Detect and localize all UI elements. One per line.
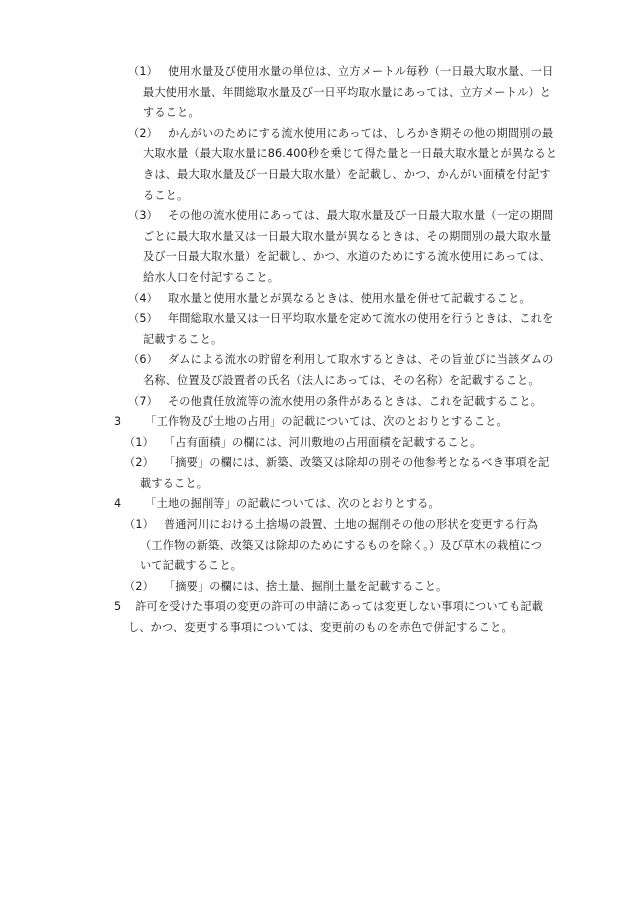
text-line <box>0 597 630 618</box>
list-item <box>0 309 630 350</box>
list-item <box>0 289 630 310</box>
section-number: 5 <box>114 600 122 614</box>
section-item <box>0 494 630 515</box>
item-text: 「摘要」の欄には、新築、改築又は除却の別その他参考となるべき事項を記 <box>163 456 550 470</box>
item-text: その他責任放流等の流水使用の条件があるときは、これを記載すること。 <box>167 394 543 408</box>
section-text: 「土地の掘削等」の記載については、次のとおりとする。 <box>145 497 440 511</box>
text-line: 名称、位置及び設置者の氏名（法人にあっては、その名称）を記載すること。 <box>143 373 540 387</box>
list-item <box>0 206 630 288</box>
item-number: （5） <box>128 312 158 326</box>
item-text: 取水量と使用水量とが異なるときは、使用水量を併せて記載すること。 <box>167 291 531 305</box>
text-line <box>0 453 630 474</box>
text-line <box>0 350 630 371</box>
item-text: 「摘要」の欄には、捨土量、掘削土量を記載すること。 <box>163 579 448 593</box>
text-line <box>0 124 630 145</box>
list-item <box>0 577 630 598</box>
text-line <box>0 433 630 454</box>
text-line <box>0 62 630 83</box>
item-text: その他の流水使用にあっては、最大取水量及び一日最大取水量（一定の期間 <box>167 209 554 223</box>
item-text: 普通河川における土捨場の設置、土地の掘削その他の形状を変更する行為 <box>163 518 539 532</box>
section-item <box>0 412 630 433</box>
item-number: （4） <box>128 291 158 305</box>
text-line: 給水人口を付記すること。 <box>143 270 280 284</box>
text-line: し、かつ、変更する事項については、変更前のものを赤色で併記すること。 <box>128 621 513 635</box>
text-line: ごとに最大取水量又は一日最大取水量が異なるときは、その期間別の最大取水量 <box>143 229 552 243</box>
item-number: （2） <box>124 579 154 593</box>
item-number: （1） <box>124 435 154 449</box>
text-line <box>0 392 630 413</box>
document-body <box>0 62 630 639</box>
text-line: いて記載すること。 <box>140 559 243 573</box>
item-text: 「占有面積」の欄には、河川敷地の占用面積を記載すること。 <box>163 435 482 449</box>
item-number: （3） <box>128 209 158 223</box>
section-text: 「工作物及び土地の占用」の記載については、次のとおりとすること。 <box>145 415 508 429</box>
text-line: （工作物の新築、改築又は除却のためにするものを除く。）及び草木の栽植につ <box>140 538 543 552</box>
item-text: かんがいのためにする流水使用にあっては、しろかき期その他の期間別の最 <box>167 126 554 140</box>
section-number: 4 <box>114 497 122 511</box>
list-item <box>0 453 630 494</box>
item-text: ダムによる流水の貯留を利用して取水するときは、その旨並びに当該ダムの <box>167 353 554 367</box>
text-line: ること。 <box>143 188 189 202</box>
item-number: （2） <box>124 456 154 470</box>
section-text: 許可を受けた事項の変更の許可の申請にあっては変更しない事項についても記載 <box>135 600 544 614</box>
text-line: 大取水量（最大取水量に86.400秒を乗じて得た量と一日最大取水量とが異なると <box>143 147 558 161</box>
item-text: 年間総取水量又は一日平均取水量を定めて流水の使用を行うときは、これを <box>167 312 554 326</box>
section-item <box>0 597 630 638</box>
list-item <box>0 433 630 454</box>
item-number: （1） <box>124 518 154 532</box>
text-line <box>0 289 630 310</box>
text-line <box>0 577 630 598</box>
text-line: 記載すること。 <box>143 332 223 346</box>
item-number: （1） <box>128 65 158 78</box>
text-line <box>0 494 630 515</box>
text-line: 載すること。 <box>140 476 209 490</box>
item-number: （2） <box>128 126 158 140</box>
item-number: （7） <box>128 394 158 408</box>
text-line <box>0 309 630 330</box>
list-item <box>0 392 630 413</box>
list-item <box>0 124 630 206</box>
item-number: （6） <box>128 353 158 367</box>
text-line <box>0 515 630 536</box>
item-text: 使用水量及び使用水量の単位は、立方メートル毎秒（一日最大取水量、一日 <box>167 65 554 78</box>
section-number: 3 <box>114 415 122 429</box>
text-line <box>0 206 630 227</box>
text-line <box>0 412 630 433</box>
text-line: 及び一日最大取水量）を記載し、かつ、水道のためにする流水使用にあっては、 <box>143 250 551 264</box>
text-line: すること。 <box>143 106 200 120</box>
list-item <box>0 515 630 577</box>
list-item <box>0 62 630 124</box>
list-item <box>0 350 630 391</box>
text-line: きは、最大取水量及び一日最大取水量）を記載し、かつ、かんがい面積を付記す <box>143 167 551 181</box>
text-line: 最大使用水量、年間総取水量及び一日平均取水量にあっては、立方メートル）と <box>143 85 552 99</box>
